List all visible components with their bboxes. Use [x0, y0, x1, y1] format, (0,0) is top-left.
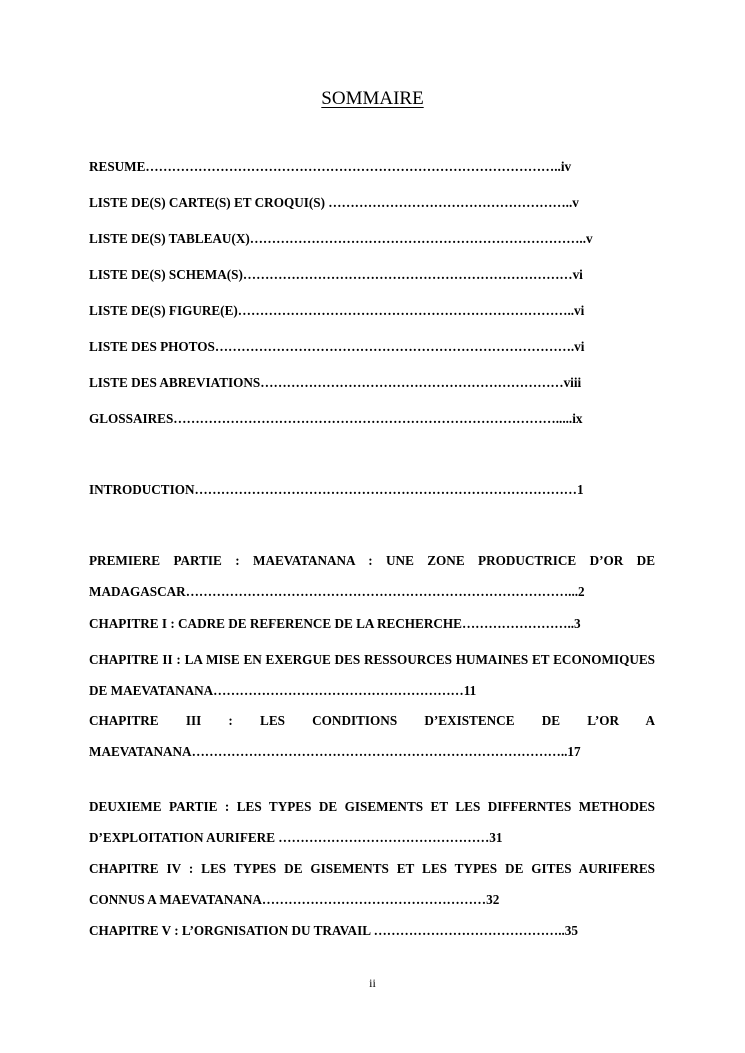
toc-entry-chapitre-1: CHAPITRE I : CADRE DE REFERENCE DE LA RECHERCHE……………………..3	[89, 616, 581, 631]
toc-entry-premiere-partie: PREMIERE PARTIE : MAEVATANANA : UNE ZONE PRODUCTRICE D’OR DE MADAGASCAR……………………………………………………………………………...2	[89, 553, 655, 599]
toc-entry-chapitre-5: CHAPITRE V : L’ORGNISATION DU TRAVAIL ……………………………………..35	[89, 923, 578, 938]
toc-entry-liste-cartes: LISTE DE(S) CARTE(S) ET CROQUI(S) ………………………………………………..v	[89, 195, 579, 210]
toc-entry-liste-schemas: LISTE DE(S) SCHEMA(S)…………………………………………………………………vi	[89, 267, 583, 282]
toc-entry-liste-photos: LISTE DES PHOTOS……………………………………………………………………….vi	[89, 339, 585, 354]
toc-entry-deuxieme-partie: DEUXIEME PARTIE : LES TYPES DE GISEMENTS ET LES DIFFERNTES METHODES D’EXPLOITATION AURIFERE …………………………………………31	[89, 799, 655, 845]
toc-entry-glossaires: GLOSSAIRES…………………………………………………………………………….....ix	[89, 411, 583, 426]
toc-entry-liste-figures: LISTE DE(S) FIGURE(E)…………………………………………………………………..vi	[89, 303, 585, 318]
table-of-contents	[89, 0, 655, 1000]
toc-entry-chapitre-2: CHAPITRE II : LA MISE EN EXERGUE DES RESSOURCES HUMAINES ET ECONOMIQUES DE MAEVATANANA…………………………………………………11	[89, 652, 655, 698]
toc-entry-chapitre-3: CHAPITRE III : LES CONDITIONS D’EXISTENCE DE L’OR A MAEVATANANA…………………………………………………………………………..17	[89, 713, 655, 759]
toc-entry-chapitre-4: CHAPITRE IV : LES TYPES DE GISEMENTS ET LES TYPES DE GITES AURIFERES CONNUS A MAEVATANANA……………………………………………32	[89, 861, 655, 907]
toc-entry-liste-tableaux: LISTE DE(S) TABLEAU(X)…………………………………………………………………..v	[89, 231, 593, 246]
page-number: ii	[369, 976, 376, 990]
toc-entry-resume: RESUME…………………………………………………………………………………..iv	[89, 159, 572, 174]
toc-entry-introduction: INTRODUCTION……………………………………………………………………………1	[89, 482, 584, 497]
toc-entry-liste-abreviations: LISTE DES ABREVIATIONS……………………………………………………………viii	[89, 375, 582, 390]
page-title: SOMMAIRE	[321, 88, 424, 109]
